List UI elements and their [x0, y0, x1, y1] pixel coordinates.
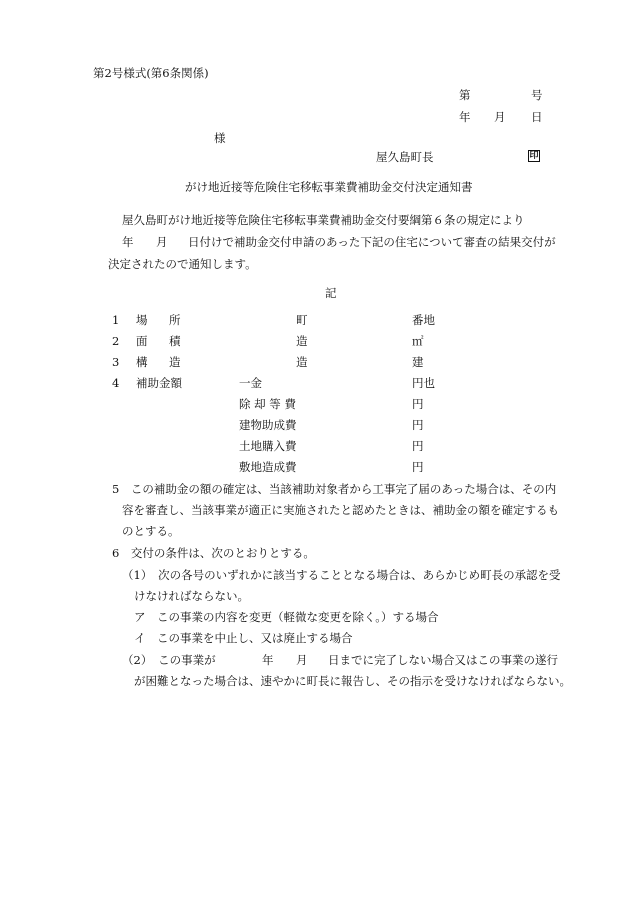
item-2-right: ㎡: [412, 334, 424, 348]
form-label: 第2号様式(第6条関係): [93, 66, 209, 80]
body-line-2-text: 日付けで補助金交付申請のあった下記の住宅について審査の結果交付が: [188, 235, 556, 249]
ki-heading: 記: [325, 286, 337, 300]
item-4-mid: 一金: [239, 376, 262, 390]
clause-6-sub2-month: 月: [296, 653, 308, 667]
date-month: 月: [494, 110, 506, 124]
clause-6-item-i: イ この事業を中止し、又は廃止する場合: [134, 631, 353, 645]
date-day: 日: [531, 110, 543, 124]
clause-6-sub2-line-2: が困難となった場合は、速やかに町長に報告し、その指示を受けなければならない。: [134, 674, 571, 688]
body-line-3: 決定されたので通知します。: [108, 257, 257, 271]
item-2-number: 2: [112, 334, 120, 348]
clause-5-line-1: 5 この補助金の額の確定は、当該補助対象者から工事完了届のあった場合は、その内: [112, 482, 557, 496]
item-3-label-b: 造: [169, 355, 181, 369]
breakdown-unit-4: 円: [412, 460, 424, 474]
addressee-suffix: 様: [214, 131, 226, 145]
seal-mark: 印: [529, 151, 539, 161]
body-line-2-year: 年: [122, 235, 134, 249]
item-4-number: 4: [112, 376, 120, 390]
document-title: がけ地近接等危険住宅移転事業費補助金交付決定通知書: [185, 180, 473, 194]
item-4-right: 円也: [412, 376, 435, 390]
item-1-number: 1: [112, 313, 120, 327]
clause-6-sub1-line-1: （1） 次の各号のいずれかに該当することとなる場合は、あらかじめ町長の承認を受: [122, 568, 561, 582]
item-2-mid: 造: [296, 334, 308, 348]
body-line-1: 屋久島町がけ地近接等危険住宅移転事業費補助金交付要綱第６条の規定により: [122, 213, 525, 227]
issuer: 屋久島町長: [376, 150, 434, 164]
breakdown-unit-2: 円: [412, 418, 424, 432]
clause-6-head: 6 交付の条件は、次のとおりとする。: [112, 546, 315, 560]
breakdown-label-4: 敷地造成費: [239, 460, 297, 474]
clause-6-sub2-rest: 日までに完了しない場合又はこの事業の遂行: [328, 653, 558, 667]
breakdown-label-1: 除 却 等 費: [239, 397, 296, 411]
breakdown-label-3: 土地購入費: [239, 439, 297, 453]
clause-6-sub1-line-2: けなければならない。: [134, 589, 249, 603]
breakdown-label-2: 建物助成費: [239, 418, 297, 432]
item-1-mid: 町: [296, 313, 308, 327]
item-1-label-a: 場: [136, 313, 148, 327]
breakdown-unit-1: 円: [412, 397, 424, 411]
item-3-number: 3: [112, 355, 120, 369]
item-2-label-a: 面: [136, 334, 148, 348]
clause-6-sub2-prefix: （2） この事業が: [122, 653, 216, 667]
clause-5-line-3: のとする。: [122, 524, 180, 538]
item-3-label-a: 構: [136, 355, 148, 369]
item-3-right: 建: [412, 355, 424, 369]
item-1-right: 番地: [412, 313, 435, 327]
item-4-label: 補助金額: [136, 376, 182, 390]
clause-5-line-2: 容を審査し、当該事業が適正に実施されたと認めたときは、補助金の額を確定するも: [122, 503, 559, 517]
item-2-label-b: 積: [169, 334, 181, 348]
item-3-mid: 造: [296, 355, 308, 369]
body-line-2-month: 月: [156, 235, 168, 249]
clause-6-item-a: ア この事業の内容を変更（軽微な変更を除く。）する場合: [134, 610, 439, 624]
doc-number-dai: 第: [459, 88, 471, 102]
clause-6-sub2-year: 年: [262, 653, 274, 667]
doc-number-go: 号: [531, 88, 543, 102]
date-year: 年: [459, 110, 471, 124]
breakdown-unit-3: 円: [412, 439, 424, 453]
item-1-label-b: 所: [169, 313, 181, 327]
